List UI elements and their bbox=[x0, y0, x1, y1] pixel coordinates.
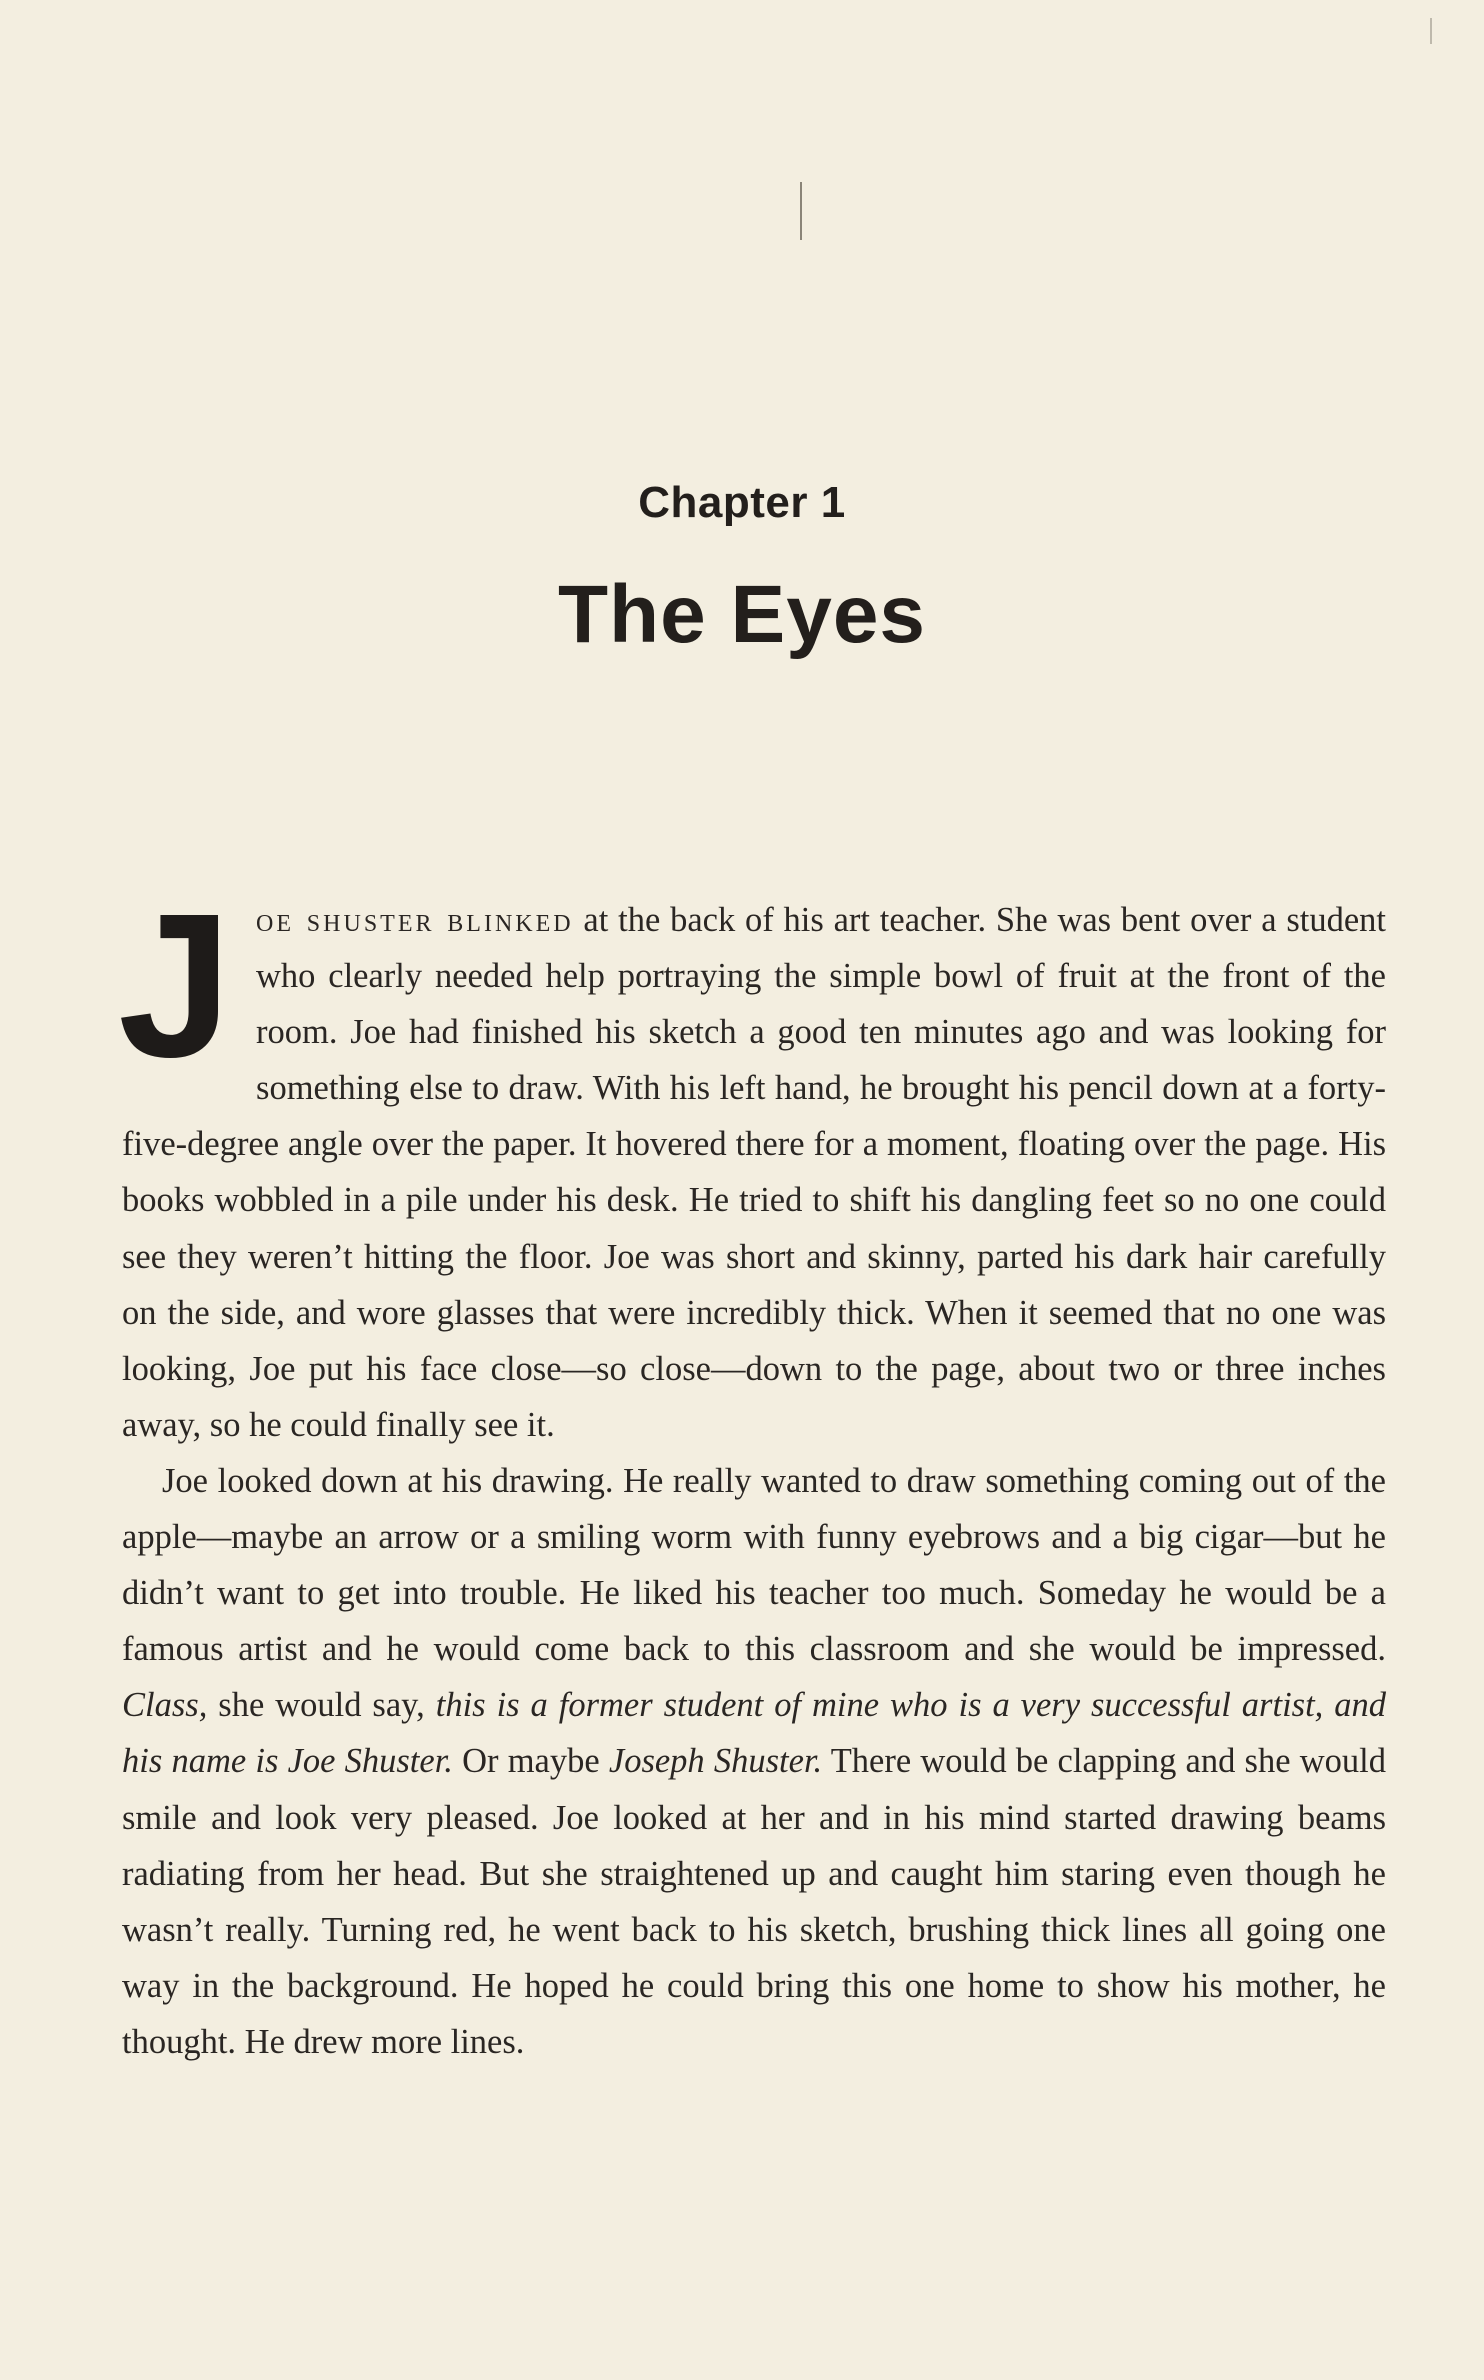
italic-text: Joseph Shuster. bbox=[608, 1742, 823, 1781]
paragraph-text: at the back of his art teacher. She was bent over a student who clearly needed help portraying the simple bowl of fruit at the front of the room. Joe had finished his sketch a good ten minutes ago and was looking for something else to draw. With his left hand, he brought his pencil down at a forty-five-degree angle over the paper. It hovered there for a moment, floating over the page. His books wobbled in a pile under his desk. He tried to shift his dangling feet so no one could see they weren’t hitting the floor. Joe was short and skinny, parted his dark hair carefully on the side, and wore glasses that were incredibly thick. When it seemed that no one was looking, Joe put his face close—so close—down to the page, about two or three inches away, so he could finally see it. bbox=[122, 901, 1386, 1444]
scan-mark bbox=[1430, 18, 1432, 44]
paragraph-text: Or maybe bbox=[452, 1742, 609, 1781]
chapter-label: Chapter 1 bbox=[638, 478, 846, 527]
lead-in-smallcaps: oe shuster blinked bbox=[256, 901, 574, 939]
scan-mark bbox=[800, 182, 802, 240]
italic-text: this is a former student of mine who is a very successful artist, and his name is Joe Shuster. bbox=[122, 1686, 1386, 1781]
paragraph-text: There would be clapping and she would smile and look very pleased. Joe looked at her and in his mind started drawing beams radiating from her head. But she straightened up and caught him staring even though he wasn’t really. Turning red, he went back to his sketch, brushing thick lines all going one way in the background. He hoped he could bring this one home to show his mother, he thought. He drew more lines. bbox=[122, 1742, 1386, 2061]
italic-text: Class, bbox=[122, 1686, 208, 1725]
paragraph bbox=[118, 871, 1386, 1453]
body-text bbox=[118, 871, 1386, 2070]
drop-cap: J bbox=[118, 871, 233, 1100]
chapter-title: The Eyes bbox=[557, 569, 927, 660]
paragraph-text: she would say, bbox=[207, 1686, 436, 1725]
paragraph bbox=[122, 1453, 1386, 2070]
paragraph-text: Joe looked down at his drawing. He really wanted to draw something coming out of the apple—maybe an arrow or a smiling worm with funny eyebrows and a big cigar—but he didn’t want to get into trouble. He liked his teacher too much. Someday he would be a famous artist and he would come back to this classroom and she would be impressed. bbox=[122, 1461, 1386, 1669]
